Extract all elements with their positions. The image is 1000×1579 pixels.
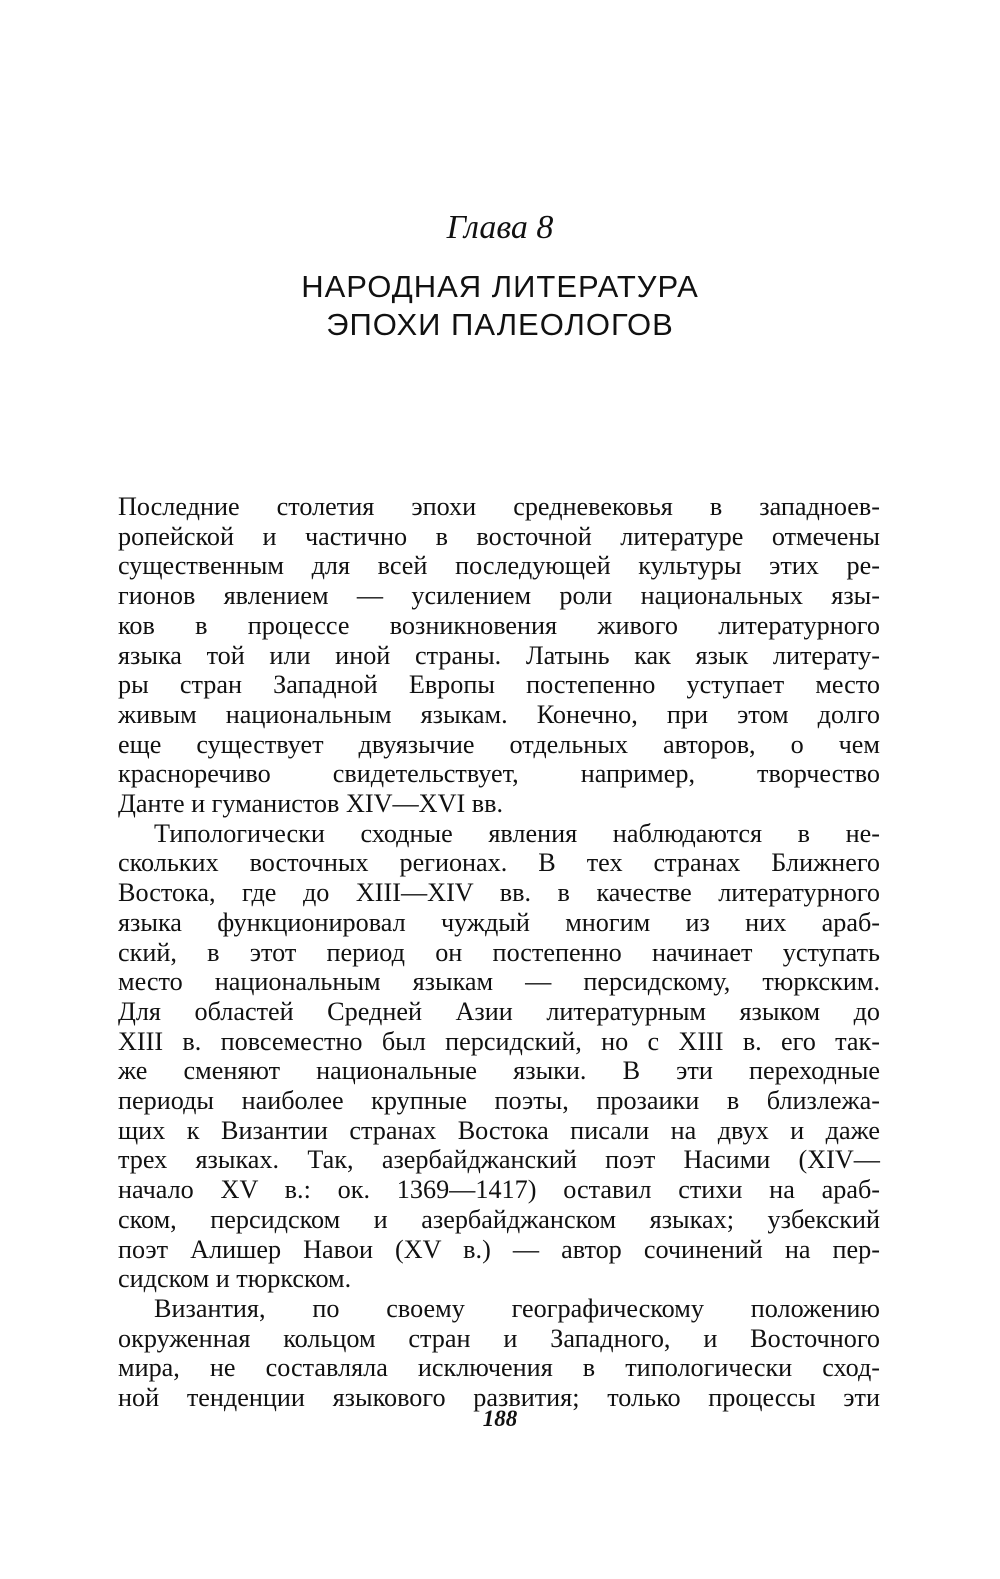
text-line: красноречиво свидетельствует, например, творчество [118,759,880,789]
text-line: Типологически сходные явления наблюдаются в не- [154,818,880,848]
text-line: языка функционировал чуждый многим из них араб- [118,907,880,937]
text-line: ры стран Западной Европы постепенно уступает место [118,670,880,700]
body-text [118,492,880,1413]
text-line: ский, в этот период он постепенно начинает уступать [118,937,880,967]
text-line: Для областей Средней Азии литературным языком до [118,996,880,1026]
text-line: место национальным языкам — персидскому, тюркским. [118,967,880,997]
text-line: начало XV в.: ок. 1369—1417) оставил стихи на араб- [118,1175,880,1205]
text-line: ной тенденции языкового развития; только процессы эти [118,1383,880,1413]
chapter-title-line: НАРОДНАЯ ЛИТЕРАТУРА [301,269,699,304]
text-line: Византия, по своему географическому положению [154,1293,880,1323]
chapter-title [0,268,1000,344]
text-line: ском, персидском и азербайджанском языках; узбекский [118,1204,880,1234]
text-line: трех языках. Так, азербайджанский поэт Насими (XIV— [118,1145,880,1175]
text-line: живым национальным языкам. Конечно, при этом долго [118,699,880,729]
text-line: щих к Византии странах Востока писали на двух и даже [118,1115,880,1145]
text-line: мира, не составляла исключения в типологически сход- [118,1353,880,1383]
text-line: XIII в. повсеместно был персидский, но с XIII в. его так- [118,1026,880,1056]
text-line: же сменяют национальные языки. В эти переходные [118,1056,880,1086]
text-line: окруженная кольцом стран и Западного, и Восточного [118,1323,880,1353]
page-number: 188 [482,1406,518,1431]
text-line: еще существует двуязычие отдельных авторов, о чем [118,729,880,759]
text-line: существенным для всей последующей культуры этих ре- [118,551,880,581]
text-line: скольких восточных регионах. В тех странах Ближнего [118,848,880,878]
text-line: сидском и тюркском. [118,1264,352,1294]
text-line: поэт Алишер Навои (XV в.) — автор сочинений на пер- [118,1234,880,1264]
text-line: Востока, где до XIII—XIV вв. в качестве литературного [118,878,880,908]
text-line: Последние столетия эпохи средневековья в западноев- [118,492,880,521]
chapter-label: Глава 8 [446,209,554,246]
text-line: Данте и гуманистов XIV—XVI вв. [118,789,504,819]
text-line: ропейской и частично в восточной литературе отмечены [118,521,880,551]
text-line: языка той или иной страны. Латынь как язык литерату- [118,640,880,670]
text-line: периоды наиболее крупные поэты, прозаики в близлежа- [118,1086,880,1116]
text-line: гионов явлением — усилением роли национальных язы- [118,581,880,611]
chapter-title-line: ЭПОХИ ПАЛЕОЛОГОВ [326,307,674,342]
text-line: ков в процессе возникновения живого литературного [118,610,880,640]
